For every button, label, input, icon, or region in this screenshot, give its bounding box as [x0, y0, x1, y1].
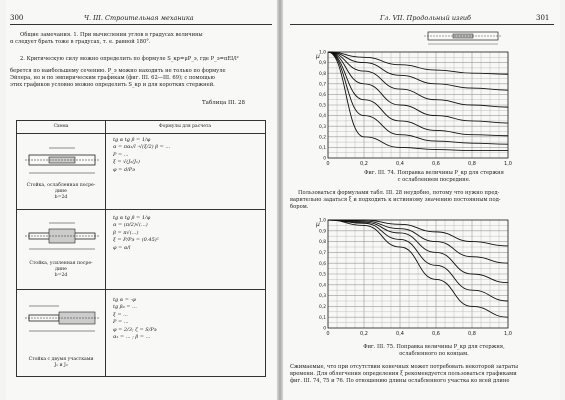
fig75-xtick-label: 1,0 [504, 331, 512, 337]
fig74-xtick-label: 0,8 [468, 161, 476, 167]
fig75-ytick-label: 0,2 [319, 305, 326, 310]
left-page [6, 0, 276, 400]
fig74-ytick-label: 1,0 [319, 50, 326, 56]
column-sketch-strengthened-middle [25, 219, 99, 255]
row3-formulas [113, 297, 157, 341]
row1-caption [19, 183, 103, 201]
fig75-xtick-label: 0,8 [468, 331, 476, 337]
bottom-text-line1: Сжимаемые, что при отсутствии конечных может потребовать некоторой затраты [290, 364, 519, 370]
left-para2-line1: 2. Критическую силу можно определить по формуле S_кр=μP_э, где P_э=πEI/l² [20, 56, 239, 62]
book-gutter [277, 0, 283, 400]
row2-caption-line2: дине [55, 267, 67, 272]
fig74-xtick-label: 0,4 [396, 161, 404, 167]
left-page-number: 300 [10, 14, 24, 22]
row2-formula-4: ξ = P/Pэ = (0.45)² [113, 237, 159, 244]
row3-formula-5: φ = 2/3; ζ = S/Pэ [113, 326, 157, 333]
row2-formula-3: β = π√(...) [113, 229, 139, 236]
table-title: Таблица III. 28 [202, 100, 245, 106]
fig74-ytick-label: 0,6 [319, 93, 326, 98]
fig74-ytick-label: 0,3 [319, 124, 326, 130]
fig74-ylabel: μ [316, 53, 320, 60]
table-header-formulas: Формулы для расчета [158, 124, 212, 129]
fig-iii-74-caption [344, 170, 524, 184]
column-sketch-two-segments [25, 301, 99, 337]
column-sketch-weakened-middle [25, 143, 99, 179]
fig75-ytick-label: 1,0 [319, 218, 326, 224]
row1-caption-line3: b=2d [54, 195, 68, 200]
row3-formula-1: tg α = -φ [113, 297, 136, 303]
row1-formulas [113, 137, 170, 174]
left-para2-line4: этих графиков условно можно определить S_кр и для коротких стержней. [10, 82, 215, 88]
left-header-rule [10, 24, 272, 25]
row3-caption-line1: Стойка с двумя участками [28, 357, 94, 362]
row1-caption-line2: дине [55, 189, 67, 194]
fig75-ylabel: μ [316, 221, 320, 228]
fig75-ytick-label: 0,9 [319, 229, 326, 235]
table-header-scheme: Схема [53, 124, 69, 129]
right-page-number: 301 [536, 14, 550, 22]
fig75-xtick-label: 0,2 [360, 331, 368, 337]
fig75-ytick-label: 0,7 [319, 251, 326, 256]
row2-formulas [113, 215, 159, 252]
fig74-ytick-label: 0 [323, 156, 326, 162]
row1-caption-line1: Стойка, ослабленная посре- [26, 183, 96, 188]
fig-iii-74-chart [298, 28, 538, 168]
row1-formula-5: φ = d/Pэ [113, 166, 135, 173]
right-running-head: Гл. VII. Продольный изгиб [380, 14, 471, 22]
fig74-xtick-label: 1,0 [504, 161, 512, 167]
fig75-ytick-label: 0,5 [319, 272, 326, 278]
fig75-ytick-label: 0 [323, 326, 326, 332]
fig74-column-sketch [424, 32, 502, 44]
fig74-ytick-label: 0,1 [319, 146, 326, 151]
fig75-ytick-label: 0,8 [319, 240, 326, 246]
middle-text-line3: бором. [290, 204, 309, 210]
middle-text-line2: варительно задаться ξ и подходить к истинному значению постоянным под- [290, 197, 501, 203]
row3-caption [19, 357, 103, 369]
fig75-xtick-label: 0,6 [432, 331, 440, 337]
fig74-xtick-label: 0,6 [432, 161, 440, 167]
fig75-ytick-label: 0,1 [319, 315, 326, 321]
row3-formula-6: α₁ = ... ; β = ... [113, 334, 151, 341]
row2-formula-2: α = (π/2)√(...) [113, 222, 148, 229]
row1-formula-1: tg α tg β = 1/φ [113, 137, 151, 143]
bottom-text-line2: времени. Для облегчения определения ξ рекомендуется пользоваться графиками [290, 371, 517, 377]
formula-table [16, 120, 266, 377]
fig74-ytick-label: 0,7 [319, 82, 326, 88]
left-para2-line3: Эйлера, но и по эмпирическим графикам (фиг. III. 62—III. 69); с помощью [10, 75, 215, 81]
fig74-ytick-label: 0,4 [319, 114, 326, 120]
row1-formula-2: α = πα₁/l ·√(ξ/2) β = ... [113, 144, 171, 151]
fig-iii-74-caption-line2: с ослаблением посредине. [397, 177, 471, 183]
bottom-text-line3: фиг. III. 74, 75 и 76. По отношению длины ослабленного участка ко всей длине [290, 378, 510, 384]
row3-formula-4: P = ... [113, 319, 129, 326]
fig75-xtick-label: 0,4 [396, 331, 404, 337]
fig75-ytick-label: 0,3 [319, 294, 326, 300]
fig-iii-75-caption-line2: ослабленного по концам. [399, 351, 469, 357]
left-running-head: Ч. III. Строительная механика [84, 14, 194, 22]
row2-caption [19, 261, 103, 279]
row2-caption-line3: b=2d [54, 273, 68, 278]
fig74-ytick-label: 0,8 [319, 71, 326, 77]
left-para1-line2: α следует брать тоже в градусах, т. е. равной 180°. [10, 39, 151, 45]
row3-formula-2: tg β₀ = ... [113, 304, 137, 311]
middle-text-line1: Пользоваться формулами табл. III. 28 неудобно, потому что нужно пред- [298, 190, 500, 196]
fig75-ytick-label: 0,4 [319, 283, 326, 289]
fig74-ytick-label: 0,9 [319, 61, 326, 67]
right-page [284, 0, 560, 400]
fig74-ytick-label: 0,5 [319, 103, 326, 109]
row1-formula-4: ξ = √(J₂/J₁) [113, 159, 140, 166]
fig74-xtick-label: 0 [326, 161, 330, 167]
fig-iii-75-chart [298, 212, 538, 344]
row2-caption-line1: Стойка, усиленная посре- [29, 261, 93, 266]
fig74-xtick-label: 0,2 [360, 161, 368, 167]
left-para1-line1: Общие замечания. 1. При вычислении углов в градусах величины [20, 32, 203, 38]
fig-iii-75-caption-line1: Фиг. III. 75. Поправка величины P_кр для стержня, [363, 344, 505, 350]
row2-formula-1: tg α tg β = 1/φ [113, 215, 151, 221]
row3-formula-3: ξ = ... [113, 311, 128, 318]
fig75-ytick-label: 0,6 [319, 261, 326, 267]
row1-formula-3: P = ... [113, 151, 129, 158]
fig75-xtick-label: 0 [326, 331, 330, 337]
fig-iii-74-caption-line1: Фиг. III. 74. Поправка величины P_кр для стержня [364, 170, 504, 176]
row3-caption-line2: J₁ и J₂ [54, 363, 68, 368]
row2-formula-5: φ = α/l [113, 244, 131, 251]
fig-iii-75-caption [344, 344, 524, 358]
left-para2-line2: берется по наибольшему сечению. P_э можно находить не только по формуле [10, 68, 226, 74]
fig74-ytick-label: 0,2 [319, 135, 326, 141]
right-header-rule [290, 24, 554, 25]
